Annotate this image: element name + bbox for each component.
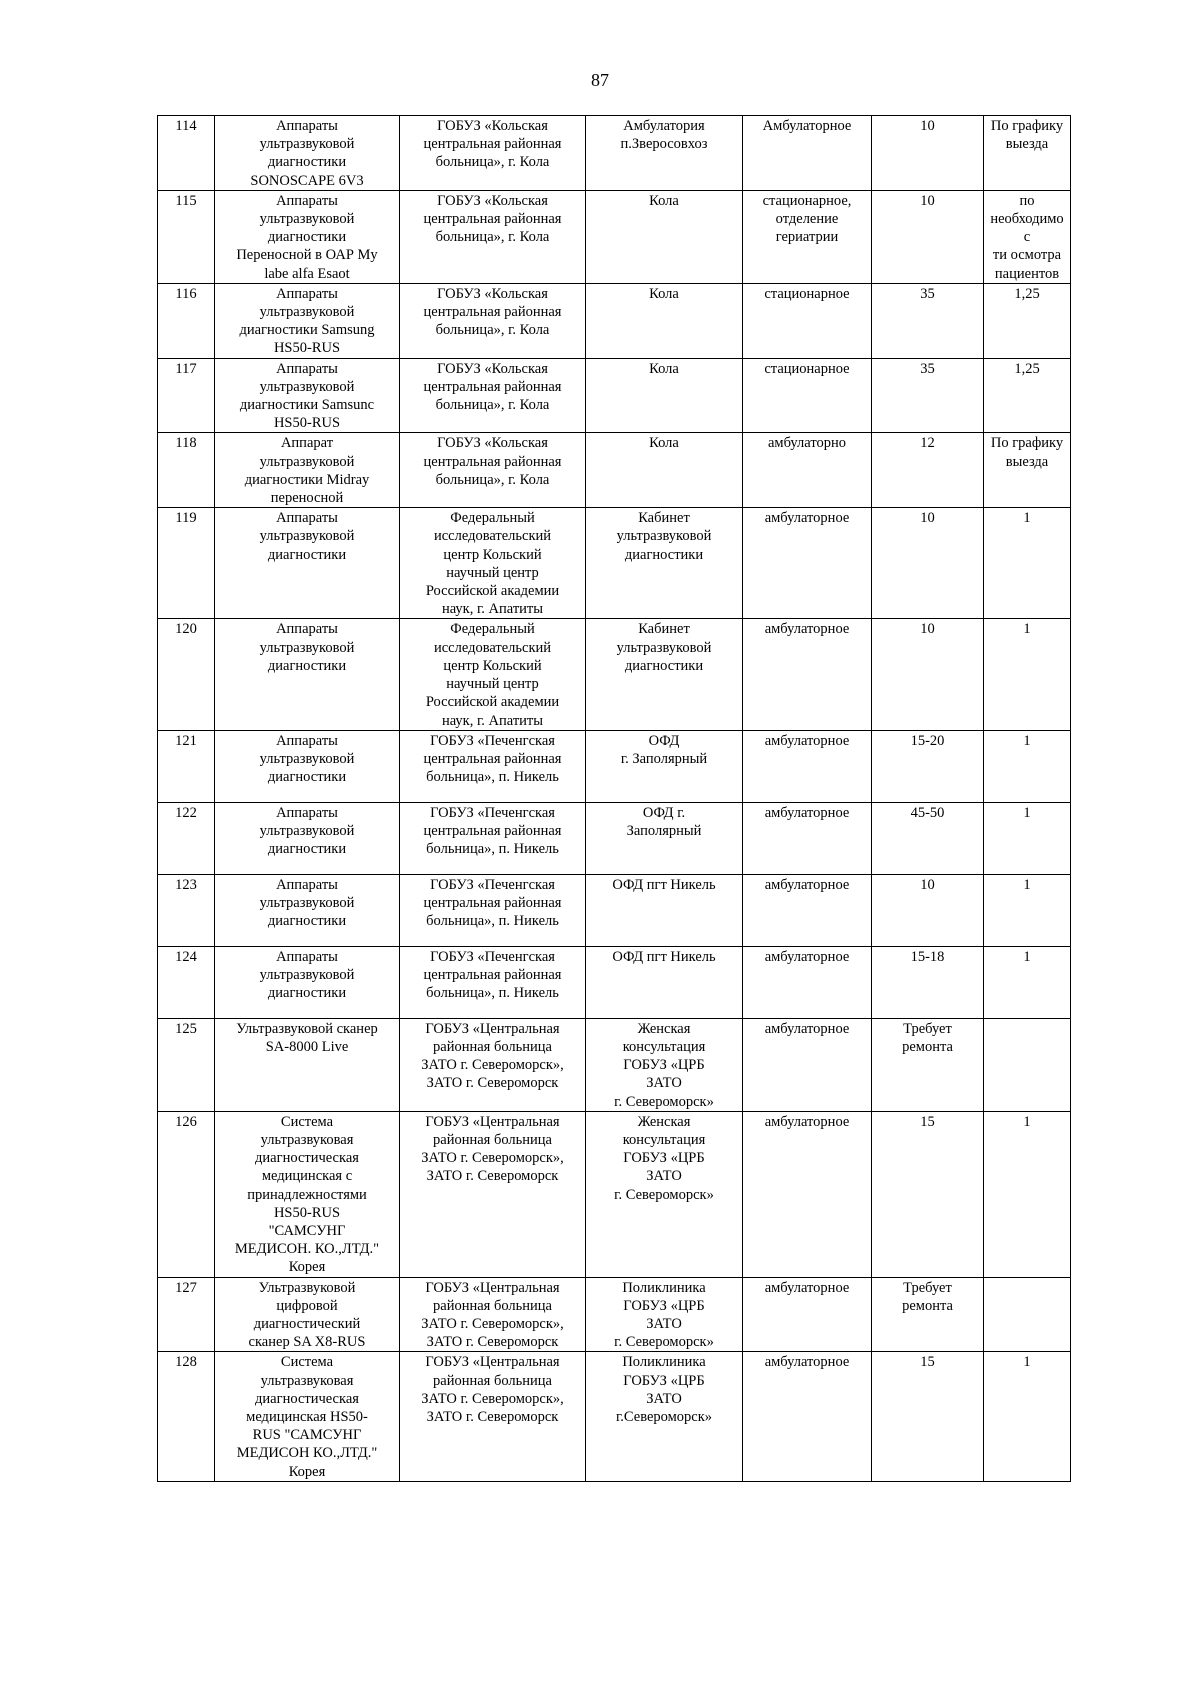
cell-workload: 15-20 <box>872 730 984 802</box>
cell-location: Поликлиника ГОБУЗ «ЦРБ ЗАТО г. Североморск» <box>586 1277 743 1352</box>
cell-device-name: Ультразвуковой цифровой диагностический сканер SA X8-RUS <box>215 1277 400 1352</box>
cell-shift-rate: 1 <box>984 874 1071 946</box>
cell-device-name: Аппараты ультразвуковой диагностики <box>215 802 400 874</box>
cell-device-name: Аппараты ультразвуковой диагностики <box>215 730 400 802</box>
cell-workload: 45-50 <box>872 802 984 874</box>
cell-shift-rate: 1 <box>984 802 1071 874</box>
cell-location: Поликлиника ГОБУЗ «ЦРБ ЗАТО г.Североморск» <box>586 1352 743 1481</box>
cell-workload: 15-18 <box>872 946 984 1018</box>
cell-location: Кабинет ультразвуковой диагностики <box>586 619 743 730</box>
cell-shift-rate: По графику выезда <box>984 433 1071 508</box>
cell-shift-rate <box>984 1277 1071 1352</box>
cell-workload: 15 <box>872 1111 984 1277</box>
cell-service-mode: амбулаторное <box>743 619 872 730</box>
equipment-table <box>157 115 1071 1482</box>
table-row <box>158 619 1071 730</box>
cell-shift-rate: по необходимос ти осмотра пациентов <box>984 190 1071 283</box>
cell-shift-rate: По графику выезда <box>984 116 1071 191</box>
cell-service-mode: амбулаторное <box>743 946 872 1018</box>
cell-workload: 35 <box>872 358 984 433</box>
table-row <box>158 730 1071 802</box>
cell-row-number: 120 <box>158 619 215 730</box>
table-body <box>158 116 1071 1482</box>
cell-device-name: Аппараты ультразвуковой диагностики <box>215 874 400 946</box>
cell-row-number: 127 <box>158 1277 215 1352</box>
cell-shift-rate: 1 <box>984 619 1071 730</box>
cell-organization: ГОБУЗ «Печенгская центральная районная больница», п. Никель <box>400 874 586 946</box>
cell-location: Кола <box>586 190 743 283</box>
cell-service-mode: Амбулаторное <box>743 116 872 191</box>
cell-workload: 10 <box>872 874 984 946</box>
cell-service-mode: стационарное <box>743 283 872 358</box>
table-row <box>158 508 1071 619</box>
cell-device-name: Ультразвуковой сканер SA-8000 Live <box>215 1018 400 1111</box>
cell-row-number: 128 <box>158 1352 215 1481</box>
cell-service-mode: амбулаторно <box>743 433 872 508</box>
cell-workload: Требует ремонта <box>872 1018 984 1111</box>
cell-organization: ГОБУЗ «Центральная районная больница ЗАТО г. Североморск», ЗАТО г. Североморск <box>400 1352 586 1481</box>
cell-workload: 10 <box>872 508 984 619</box>
cell-workload: Требует ремонта <box>872 1277 984 1352</box>
cell-location: Кола <box>586 283 743 358</box>
cell-shift-rate: 1 <box>984 1352 1071 1481</box>
table-row <box>158 190 1071 283</box>
cell-service-mode: амбулаторное <box>743 508 872 619</box>
table-row <box>158 433 1071 508</box>
cell-device-name: Аппарат ультразвуковой диагностики Midray переносной <box>215 433 400 508</box>
cell-device-name: Аппараты ультразвуковой диагностики <box>215 946 400 1018</box>
cell-device-name: Аппараты ультразвуковой диагностики Samsung HS50-RUS <box>215 283 400 358</box>
cell-shift-rate: 1 <box>984 508 1071 619</box>
cell-shift-rate: 1,25 <box>984 358 1071 433</box>
cell-device-name: Система ультразвуковая диагностическая медицинская HS50- RUS "САМСУНГ МЕДИСОН КО.,ЛТД." Корея <box>215 1352 400 1481</box>
cell-shift-rate: 1 <box>984 730 1071 802</box>
cell-location: ОФД г. Заполярный <box>586 730 743 802</box>
cell-shift-rate: 1 <box>984 1111 1071 1277</box>
cell-workload: 10 <box>872 116 984 191</box>
cell-device-name: Аппараты ультразвуковой диагностики Переносной в ОАР My labe alfa Esaot <box>215 190 400 283</box>
cell-shift-rate <box>984 1018 1071 1111</box>
cell-organization: ГОБУЗ «Центральная районная больница ЗАТО г. Североморск», ЗАТО г. Североморск <box>400 1111 586 1277</box>
cell-organization: ГОБУЗ «Печенгская центральная районная больница», п. Никель <box>400 730 586 802</box>
cell-row-number: 123 <box>158 874 215 946</box>
cell-device-name: Система ультразвуковая диагностическая медицинская с принадлежностями HS50-RUS "САМСУНГ МЕДИСОН. КО.,ЛТД." Корея <box>215 1111 400 1277</box>
cell-row-number: 118 <box>158 433 215 508</box>
table-row <box>158 1277 1071 1352</box>
table-row <box>158 1352 1071 1481</box>
cell-workload: 10 <box>872 619 984 730</box>
cell-row-number: 125 <box>158 1018 215 1111</box>
cell-location: Женская консультация ГОБУЗ «ЦРБ ЗАТО г. Североморск» <box>586 1111 743 1277</box>
cell-row-number: 122 <box>158 802 215 874</box>
cell-row-number: 114 <box>158 116 215 191</box>
cell-device-name: Аппараты ультразвуковой диагностики SONOSCAPE 6V3 <box>215 116 400 191</box>
cell-location: Женская консультация ГОБУЗ «ЦРБ ЗАТО г. Североморск» <box>586 1018 743 1111</box>
cell-shift-rate: 1 <box>984 946 1071 1018</box>
cell-organization: Федеральный исследовательский центр Кольский научный центр Российской академии наук, г. Апатиты <box>400 619 586 730</box>
cell-organization: ГОБУЗ «Кольская центральная районная больница», г. Кола <box>400 283 586 358</box>
cell-service-mode: амбулаторное <box>743 874 872 946</box>
cell-row-number: 126 <box>158 1111 215 1277</box>
cell-service-mode: амбулаторное <box>743 1018 872 1111</box>
cell-service-mode: амбулаторное <box>743 1352 872 1481</box>
cell-organization: ГОБУЗ «Кольская центральная районная больница», г. Кола <box>400 190 586 283</box>
cell-organization: ГОБУЗ «Центральная районная больница ЗАТО г. Североморск», ЗАТО г. Североморск <box>400 1277 586 1352</box>
table-row <box>158 946 1071 1018</box>
table-row <box>158 358 1071 433</box>
cell-device-name: Аппараты ультразвуковой диагностики <box>215 508 400 619</box>
cell-location: Кабинет ультразвуковой диагностики <box>586 508 743 619</box>
cell-location: Амбулатория п.Зверосовхоз <box>586 116 743 191</box>
cell-service-mode: амбулаторное <box>743 1111 872 1277</box>
cell-organization: ГОБУЗ «Печенгская центральная районная больница», п. Никель <box>400 946 586 1018</box>
table-row <box>158 283 1071 358</box>
cell-organization: ГОБУЗ «Кольская центральная районная больница», г. Кола <box>400 116 586 191</box>
page-number: 87 <box>591 70 609 90</box>
cell-service-mode: амбулаторное <box>743 802 872 874</box>
cell-organization: ГОБУЗ «Кольская центральная районная больница», г. Кола <box>400 358 586 433</box>
table-row <box>158 874 1071 946</box>
cell-organization: ГОБУЗ «Печенгская центральная районная больница», п. Никель <box>400 802 586 874</box>
cell-workload: 35 <box>872 283 984 358</box>
cell-location: Кола <box>586 358 743 433</box>
cell-service-mode: амбулаторное <box>743 730 872 802</box>
table-row <box>158 116 1071 191</box>
cell-row-number: 121 <box>158 730 215 802</box>
cell-row-number: 116 <box>158 283 215 358</box>
cell-location: Кола <box>586 433 743 508</box>
cell-workload: 12 <box>872 433 984 508</box>
cell-location: ОФД г. Заполярный <box>586 802 743 874</box>
cell-organization: ГОБУЗ «Кольская центральная районная больница», г. Кола <box>400 433 586 508</box>
cell-row-number: 119 <box>158 508 215 619</box>
cell-workload: 15 <box>872 1352 984 1481</box>
cell-row-number: 117 <box>158 358 215 433</box>
cell-service-mode: стационарное, отделение гериатрии <box>743 190 872 283</box>
cell-organization: Федеральный исследовательский центр Кольский научный центр Российской академии наук, г. Апатиты <box>400 508 586 619</box>
cell-workload: 10 <box>872 190 984 283</box>
cell-device-name: Аппараты ультразвуковой диагностики Samsunc HS50-RUS <box>215 358 400 433</box>
cell-row-number: 124 <box>158 946 215 1018</box>
table-row <box>158 802 1071 874</box>
cell-shift-rate: 1,25 <box>984 283 1071 358</box>
table-row <box>158 1111 1071 1277</box>
cell-location: ОФД пгт Никель <box>586 946 743 1018</box>
cell-device-name: Аппараты ультразвуковой диагностики <box>215 619 400 730</box>
cell-service-mode: амбулаторное <box>743 1277 872 1352</box>
cell-row-number: 115 <box>158 190 215 283</box>
cell-organization: ГОБУЗ «Центральная районная больница ЗАТО г. Североморск», ЗАТО г. Североморск <box>400 1018 586 1111</box>
cell-service-mode: стационарное <box>743 358 872 433</box>
cell-location: ОФД пгт Никель <box>586 874 743 946</box>
table-row <box>158 1018 1071 1111</box>
